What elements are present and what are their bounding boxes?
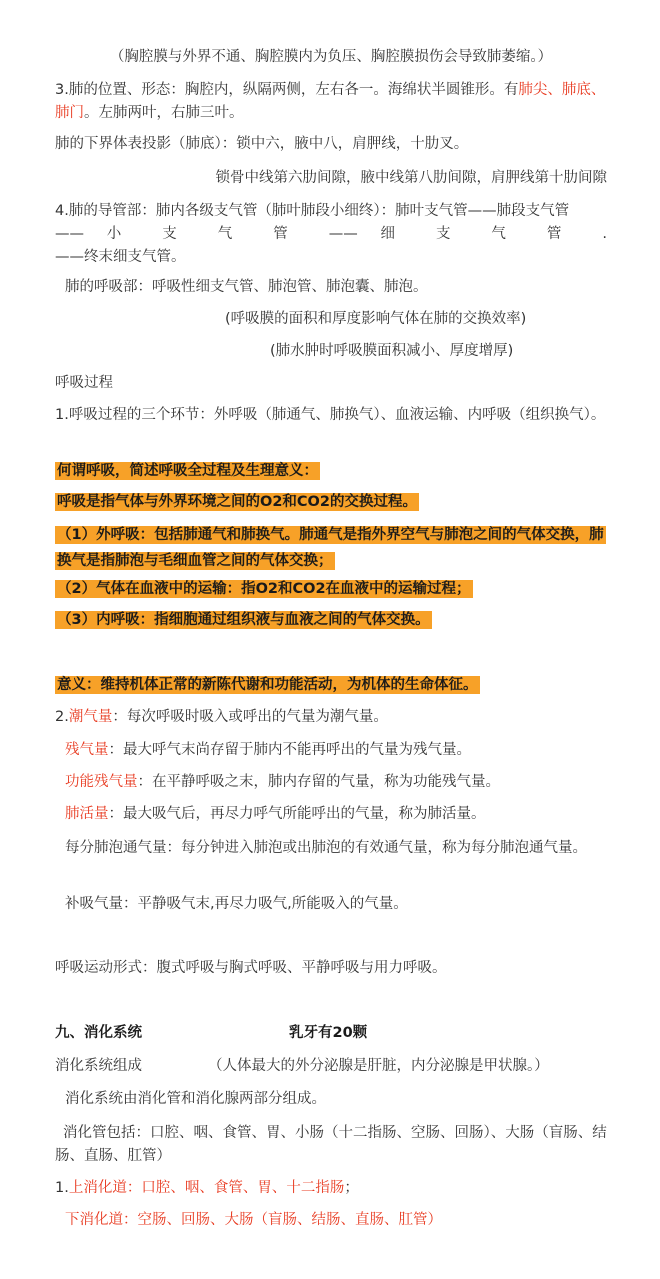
residual-volume: 残气量：最大呼气末尚存留于肺内不能再呼出的气量为残气量。 xyxy=(65,742,471,758)
digestive-tract-parts: 消化管包括：口腔、咽、食管、胃、小肠（十二指肠、空肠、回肠）、大肠（盲肠、结肠、直肠、肛管） xyxy=(55,1125,607,1164)
lung-lower-boundary: 肺的下界体表投影（肺底）：锁中六，腋中八，肩胛线，十肋叉。 xyxy=(55,136,469,152)
conducting-line-3: ——终末细支气管。 xyxy=(55,249,186,265)
functional-residual-capacity: 功能残气量：在平静呼吸之末，肺内存留的气量，称为功能残气量。 xyxy=(65,774,500,790)
lower-digestive-tract: 下消化道：空肠、回肠、大肠（盲肠、结肠、直肠、肛管） xyxy=(65,1212,442,1228)
vital-capacity: 肺活量：最大吸气后，再尽力呼气所能呼出的气量，称为肺活量。 xyxy=(65,806,486,822)
lung-position-paragraph: 3.肺的位置、形态：胸腔内，纵隔两侧，左右各一。海绵状半圆锥形。有肺尖、肺底、肺门。左肺两叶，右肺三叶。 xyxy=(55,82,606,121)
inspiratory-reserve: 补吸气量：平静吸气末,再尽力吸气,所能吸入的气量。 xyxy=(65,896,408,912)
note-pleural-cavity: （胸腔膜与外界不通、胸腔膜内为负压、胸腔膜损伤会导致肺萎缩。） xyxy=(109,49,553,65)
digestive-two-parts: 消化系统由消化管和消化腺两部分组成。 xyxy=(65,1091,326,1107)
note-pulmonary-edema: (肺水肿时呼吸膜面积减小、厚度增厚) xyxy=(270,343,514,359)
section-digestive-system: 九、消化系统 乳牙有20颗 xyxy=(55,1025,368,1041)
highlight-internal-respiration: （3）内呼吸：指细胞通过组织液与血液之间的气体交换。 xyxy=(57,612,430,628)
lung-respiratory-part: 肺的呼吸部：呼吸性细支气管、肺泡管、肺泡囊、肺泡。 xyxy=(65,279,428,295)
digestive-composition: 消化系统组成 （人体最大的外分泌腺是肝脏，内分泌腺是甲状腺。） xyxy=(55,1058,549,1074)
breathing-forms: 呼吸运动形式：腹式呼吸与胸式呼吸、平静呼吸与用力呼吸。 xyxy=(55,960,447,976)
breathing-three-stages: 1.呼吸过程的三个环节：外呼吸（肺通气、肺换气）、血液运输、内呼吸（组织换气）。 xyxy=(55,407,606,423)
highlight-significance: 意义：维持机体正常的新陈代谢和功能活动，为机体的生命体征。 xyxy=(57,677,478,693)
tidal-volume: 2.潮气量：每次呼吸时吸入或呼出的气量为潮气量。 xyxy=(55,709,388,725)
highlight-gas-transport: （2）气体在血液中的运输：指O2和CO2在血液中的运输过程； xyxy=(57,581,471,597)
note-respiratory-membrane: (呼吸膜的面积和厚度影响气体在肺的交换效率) xyxy=(225,311,527,327)
conducting-line-2: —— 小 支 气 管 —— 细 支 气 管 . xyxy=(55,226,607,242)
upper-digestive-tract: 1.上消化道：口腔、咽、食管、胃、十二指肠； xyxy=(55,1180,359,1196)
section-breathing-process: 呼吸过程 xyxy=(55,375,113,391)
lung-conducting-paragraph xyxy=(55,200,607,269)
alveolar-ventilation: 每分肺泡通气量：每分钟进入肺泡或出肺泡的有效通气量，称为每分肺泡通气量。 xyxy=(65,840,587,856)
highlight-definition: 呼吸是指气体与外界环境之间的O2和CO2的交换过程。 xyxy=(57,494,417,510)
lung-boundary-detail: 锁骨中线第六肋间隙，腋中线第八肋间隙，肩胛线第十肋间隙 xyxy=(215,170,607,186)
highlight-question: 何谓呼吸，简述呼吸全过程及生理意义： xyxy=(57,463,318,479)
highlight-external-respiration: （1）外呼吸：包括肺通气和肺换气。肺通气是指外界空气与肺泡之间的气体交换，肺换气是指肺泡与毛细血管之间的气体交换； xyxy=(57,527,604,569)
conducting-line-1: 4.肺的导管部：肺内各级支气管（肺叶肺段小细终）：肺叶支气管——肺段支气管 xyxy=(55,203,570,219)
